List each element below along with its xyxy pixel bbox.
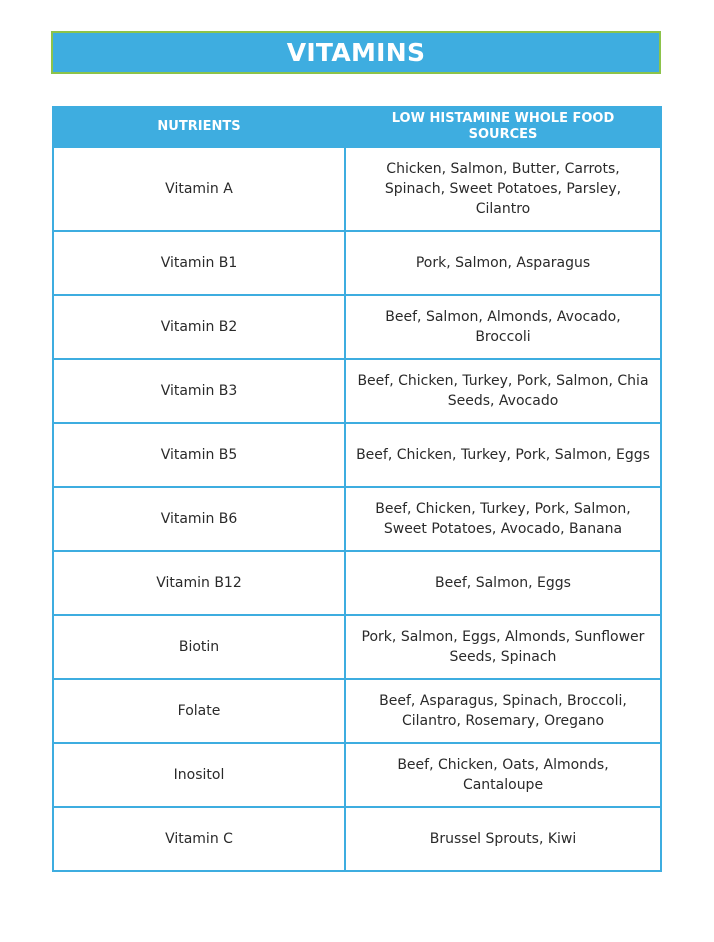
nutrient-cell: Vitamin B1	[53, 231, 345, 295]
sources-cell: Pork, Salmon, Asparagus	[345, 231, 661, 295]
sources-cell: Beef, Chicken, Turkey, Pork, Salmon, Eggs	[345, 423, 661, 487]
nutrient-cell: Vitamin B2	[53, 295, 345, 359]
table-row	[53, 807, 661, 871]
table-header-row	[53, 107, 661, 147]
sources-cell: Beef, Chicken, Turkey, Pork, Salmon, Chia Seeds, Avocado	[345, 359, 661, 423]
sources-cell: Chicken, Salmon, Butter, Carrots, Spinach, Sweet Potatoes, Parsley, Cilantro	[345, 147, 661, 231]
table-row	[53, 231, 661, 295]
table-row	[53, 487, 661, 551]
nutrient-cell: Inositol	[53, 743, 345, 807]
table-row	[53, 551, 661, 615]
sources-cell: Beef, Salmon, Almonds, Avocado, Broccoli	[345, 295, 661, 359]
nutrient-cell: Vitamin A	[53, 147, 345, 231]
nutrient-cell: Folate	[53, 679, 345, 743]
page-title: VITAMINS	[286, 38, 426, 67]
sources-cell: Brussel Sprouts, Kiwi	[345, 807, 661, 871]
nutrient-cell: Vitamin C	[53, 807, 345, 871]
nutrient-cell: Vitamin B6	[53, 487, 345, 551]
sources-cell: Beef, Salmon, Eggs	[345, 551, 661, 615]
sources-cell: Pork, Salmon, Eggs, Almonds, Sunflower Seeds, Spinach	[345, 615, 661, 679]
vitamins-table	[52, 106, 662, 872]
title-banner	[51, 31, 661, 74]
table-row	[53, 743, 661, 807]
table-row	[53, 423, 661, 487]
table-row	[53, 359, 661, 423]
nutrient-cell: Biotin	[53, 615, 345, 679]
table-row	[53, 295, 661, 359]
column-header-nutrients: NUTRIENTS	[53, 107, 345, 147]
sources-cell: Beef, Asparagus, Spinach, Broccoli, Cilantro, Rosemary, Oregano	[345, 679, 661, 743]
nutrient-cell: Vitamin B12	[53, 551, 345, 615]
sources-cell: Beef, Chicken, Turkey, Pork, Salmon, Sweet Potatoes, Avocado, Banana	[345, 487, 661, 551]
nutrient-cell: Vitamin B5	[53, 423, 345, 487]
column-header-food-sources: LOW HISTAMINE WHOLE FOOD SOURCES	[345, 107, 661, 147]
sources-cell: Beef, Chicken, Oats, Almonds, Cantaloupe	[345, 743, 661, 807]
table-row	[53, 147, 661, 231]
table-row	[53, 615, 661, 679]
table-row	[53, 679, 661, 743]
nutrient-cell: Vitamin B3	[53, 359, 345, 423]
